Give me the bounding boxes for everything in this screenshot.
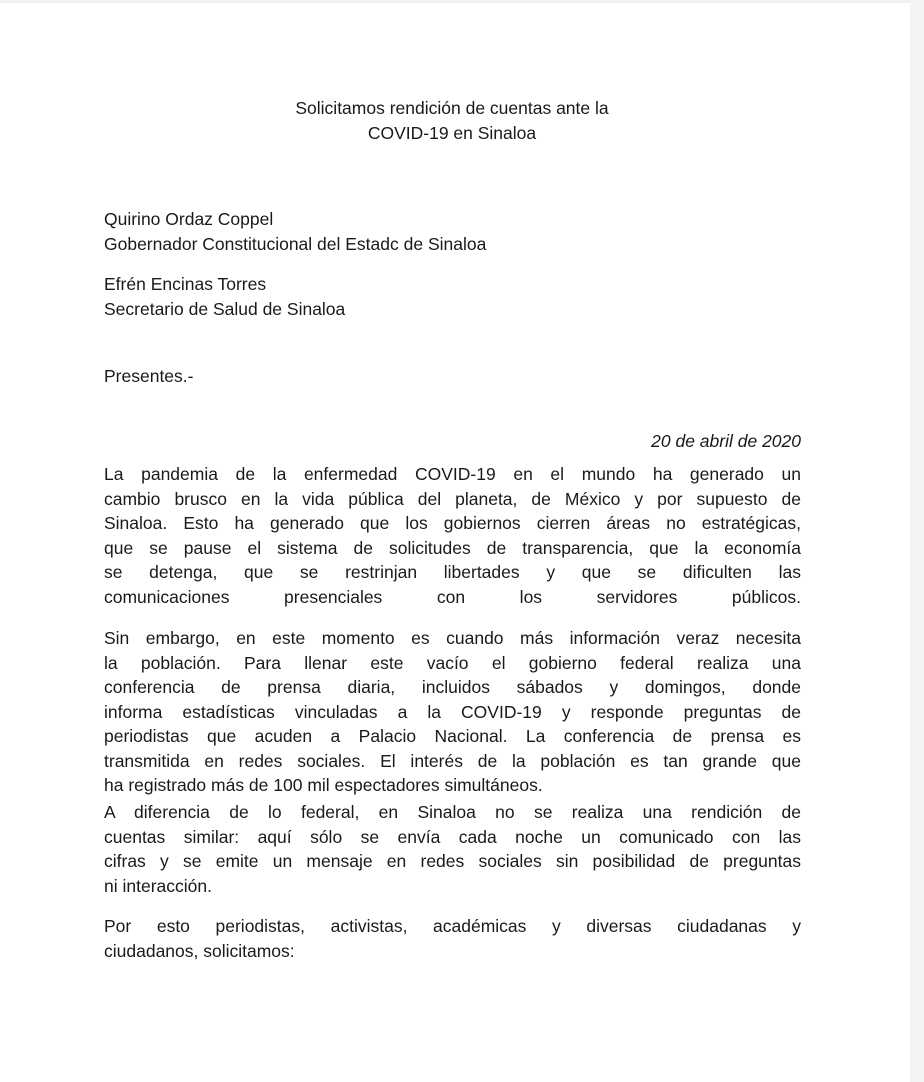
body-paragraph-2 bbox=[104, 626, 801, 798]
recipient-position: Gobernador Constitucional del Estadc de Sinaloa bbox=[104, 233, 487, 254]
page-top-edge bbox=[0, 0, 924, 3]
paragraph-line: ha registrado más de 100 mil espectadores simultáneos. bbox=[104, 775, 543, 795]
paragraph-line: informa estadísticas vinculadas a la COVID-19 y responde preguntas de bbox=[104, 701, 801, 722]
body-paragraph-3 bbox=[104, 800, 801, 898]
paragraph-line: transmitida en redes sociales. El interés de la población es tan grande que bbox=[104, 750, 801, 771]
paragraph-line: cambio brusco en la vida pública del planeta, de México y por supuesto de bbox=[104, 488, 801, 509]
paragraph-line: comunicaciones presenciales con los servidores públicos. bbox=[104, 586, 801, 607]
paragraph-line: Sinaloa. Esto ha generado que los gobiernos cierren áreas no estratégicas, bbox=[104, 513, 801, 533]
document-title bbox=[0, 96, 904, 146]
letter-date: 20 de abril de 2020 bbox=[651, 431, 801, 451]
body-paragraph-4 bbox=[104, 914, 801, 963]
recipient-name: Quirino Ordaz Coppel bbox=[104, 209, 274, 229]
salutation: Presentes.- bbox=[104, 366, 194, 386]
paragraph-line: la población. Para llenar este vacío el gobierno federal realiza una bbox=[104, 652, 801, 673]
paragraph-line: La pandemia de la enfermedad COVID-19 en el mundo ha generado un bbox=[104, 464, 801, 484]
paragraph-line: Sin embargo, en este momento es cuando más información veraz necesita bbox=[104, 628, 801, 648]
paragraph-line: cuentas similar: aquí sólo se envía cada noche un comunicado con las bbox=[104, 826, 801, 847]
paragraph-line: se detenga, que se restrinjan libertades y que se dificulten las bbox=[104, 562, 801, 582]
recipient-block-governor bbox=[104, 207, 486, 256]
paragraph-line: ni interacción. bbox=[104, 875, 212, 896]
recipient-block-health-secretary bbox=[104, 272, 345, 321]
title-line-2: COVID-19 en Sinaloa bbox=[367, 123, 537, 143]
paragraph-line: Por esto periodistas, activistas, académicas y diversas ciudadanas y bbox=[104, 916, 801, 936]
paragraph-line: cifras y se emite un mensaje en redes sociales sin posibilidad de preguntas bbox=[104, 851, 801, 871]
body-paragraph-1 bbox=[104, 462, 801, 609]
paragraph-line: conferencia de prensa diaria, incluidos sábados y domingos, donde bbox=[104, 677, 801, 697]
title-line-1: Solicitamos rendición de cuentas ante la bbox=[295, 98, 609, 118]
paragraph-line: A diferencia de lo federal, en Sinaloa no se realiza una rendición de bbox=[104, 802, 801, 822]
paragraph-line: periodistas que acuden a Palacio Nacional. La conferencia de prensa es bbox=[104, 726, 801, 746]
recipient-position: Secretario de Salud de Sinaloa bbox=[104, 298, 346, 319]
paragraph-line: ciudadanos, solicitamos: bbox=[104, 940, 295, 961]
recipient-name: Efrén Encinas Torres bbox=[104, 274, 267, 294]
page-right-edge bbox=[910, 0, 924, 1082]
paragraph-line: que se pause el sistema de solicitudes de transparencia, que la economía bbox=[104, 537, 801, 558]
